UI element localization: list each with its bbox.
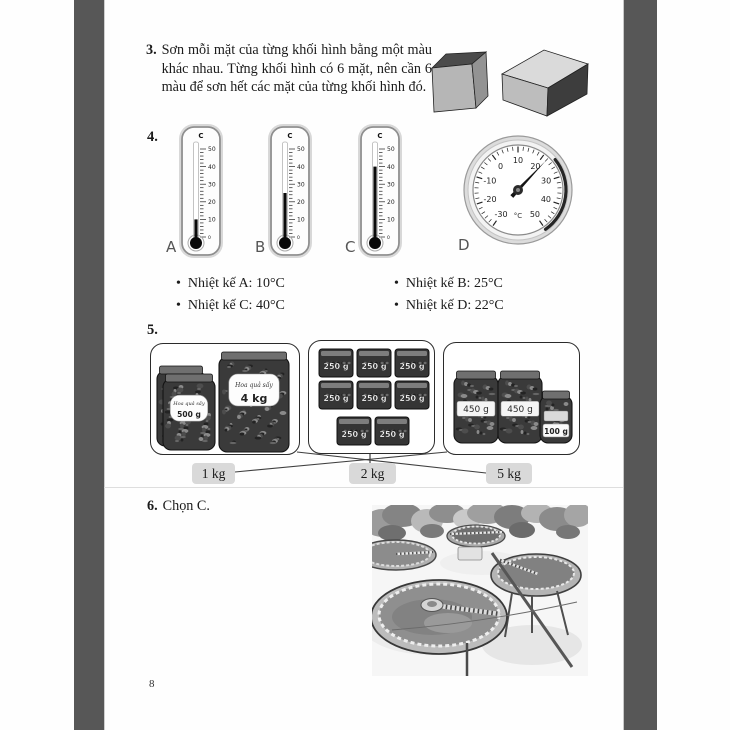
match-line-group3-1kg [235, 452, 447, 472]
question-5-number: 5. [147, 322, 158, 338]
water-treatment-illustration [372, 505, 588, 676]
svg-text:50: 50 [387, 146, 395, 154]
svg-text:20: 20 [208, 199, 216, 206]
bag-group-2 [308, 340, 435, 454]
svg-text:250 g: 250 g [323, 394, 349, 403]
cube-figures [424, 38, 590, 120]
svg-text:D: D [458, 236, 470, 254]
svg-text:250 g: 250 g [399, 362, 425, 371]
page-edge-left [74, 0, 105, 730]
svg-text:30: 30 [208, 181, 216, 189]
question-4-number: 4. [147, 129, 158, 145]
svg-text:250 g: 250 g [361, 394, 387, 403]
svg-text:A: A [166, 238, 177, 256]
svg-text:-10: -10 [483, 176, 497, 186]
thermometer-A [165, 124, 225, 262]
scan-shadow-line [104, 487, 623, 488]
svg-text:-30: -30 [494, 209, 508, 219]
svg-text:250 g: 250 g [379, 430, 405, 439]
left-tank [372, 540, 436, 570]
question-3-answer-text: Sơn mỗi mặt của từng khối hình bằng một màu khác nhau. Từng khối hình có 6 mặt, nên cần 6 màu để sơn hết các mặt của từng khối hình đó. [161, 42, 432, 96]
thermometer-B [254, 124, 314, 262]
question-6-number: 6. [147, 498, 158, 514]
svg-text:30: 30 [541, 176, 552, 186]
svg-text:0: 0 [387, 236, 390, 242]
svg-text:100 g: 100 g [544, 427, 568, 436]
svg-text:C: C [377, 132, 383, 140]
svg-text:0: 0 [297, 236, 300, 242]
svg-text:40: 40 [540, 195, 552, 205]
svg-text:450 g: 450 g [507, 405, 533, 416]
svg-text:0: 0 [498, 161, 504, 171]
bag-group-3 [443, 342, 580, 455]
question-6-answer-text: Chọn C. [162, 498, 210, 514]
svg-text:4 kg: 4 kg [240, 392, 268, 405]
svg-text:450 g: 450 g [463, 405, 489, 416]
weight-label-2kg: 2 kg [349, 463, 396, 484]
svg-text:10: 10 [512, 156, 524, 166]
svg-text:0: 0 [208, 236, 211, 242]
svg-text:40: 40 [297, 163, 305, 171]
svg-text:C: C [345, 238, 356, 256]
bullet-icon: • [394, 276, 399, 291]
page-number: 8 [149, 678, 155, 690]
svg-text:250 g: 250 g [323, 362, 349, 371]
bullet-icon: • [176, 298, 181, 313]
svg-text:Hoa quả sấy: Hoa quả sấy [235, 382, 273, 389]
question-6 [147, 498, 210, 515]
svg-text:20: 20 [530, 161, 541, 171]
answer-thermometer-A [176, 276, 285, 292]
thermometer-C [344, 124, 404, 262]
bag-group-1 [150, 343, 300, 455]
bullet-icon: • [394, 298, 399, 313]
svg-text:10: 10 [387, 216, 395, 224]
svg-text:40: 40 [387, 163, 395, 171]
question-3-number: 3. [146, 42, 157, 58]
svg-text:250 g: 250 g [399, 394, 425, 403]
answer-thermometer-B [394, 276, 503, 292]
svg-text:°C: °C [513, 212, 523, 220]
box-figure [502, 50, 588, 116]
svg-text:20: 20 [387, 199, 395, 206]
svg-text:-20: -20 [483, 195, 497, 205]
svg-text:C: C [287, 132, 293, 140]
question-3 [146, 41, 432, 97]
svg-text:40: 40 [208, 163, 216, 171]
answer-A-text: Nhiệt kế A: 10°C [187, 276, 285, 291]
answer-thermometer-C [176, 298, 285, 314]
bags-500g-4kg [151, 344, 299, 454]
svg-text:20: 20 [297, 199, 305, 206]
dial-thermometer-D [452, 128, 588, 256]
weight-label-5kg: 5 kg [486, 463, 532, 484]
svg-text:50: 50 [297, 146, 305, 154]
svg-text:C: C [198, 132, 204, 140]
svg-text:B: B [255, 238, 266, 256]
svg-text:500 g: 500 g [177, 410, 201, 420]
answer-B-text: Nhiệt kế B: 25°C [405, 276, 503, 291]
weight-label-1kg: 1 kg [192, 463, 235, 484]
bags-450g-100g [444, 343, 579, 454]
svg-text:10: 10 [297, 216, 305, 224]
page-edge-right [623, 0, 657, 730]
answer-thermometer-D [394, 298, 504, 314]
svg-text:30: 30 [297, 181, 305, 189]
bags-250g [309, 341, 434, 453]
cube-figure [432, 52, 488, 112]
answer-C-text: Nhiệt kế C: 40°C [187, 298, 285, 313]
svg-text:50: 50 [529, 209, 541, 219]
svg-text:250 g: 250 g [361, 362, 387, 371]
svg-text:10: 10 [208, 216, 216, 224]
svg-text:250 g: 250 g [341, 430, 367, 439]
svg-text:30: 30 [387, 181, 395, 189]
answer-D-text: Nhiệt kế D: 22°C [405, 298, 504, 313]
svg-text:50: 50 [208, 146, 216, 154]
bullet-icon: • [176, 276, 181, 291]
svg-text:Hoa quả sấy: Hoa quả sấy [173, 401, 205, 408]
